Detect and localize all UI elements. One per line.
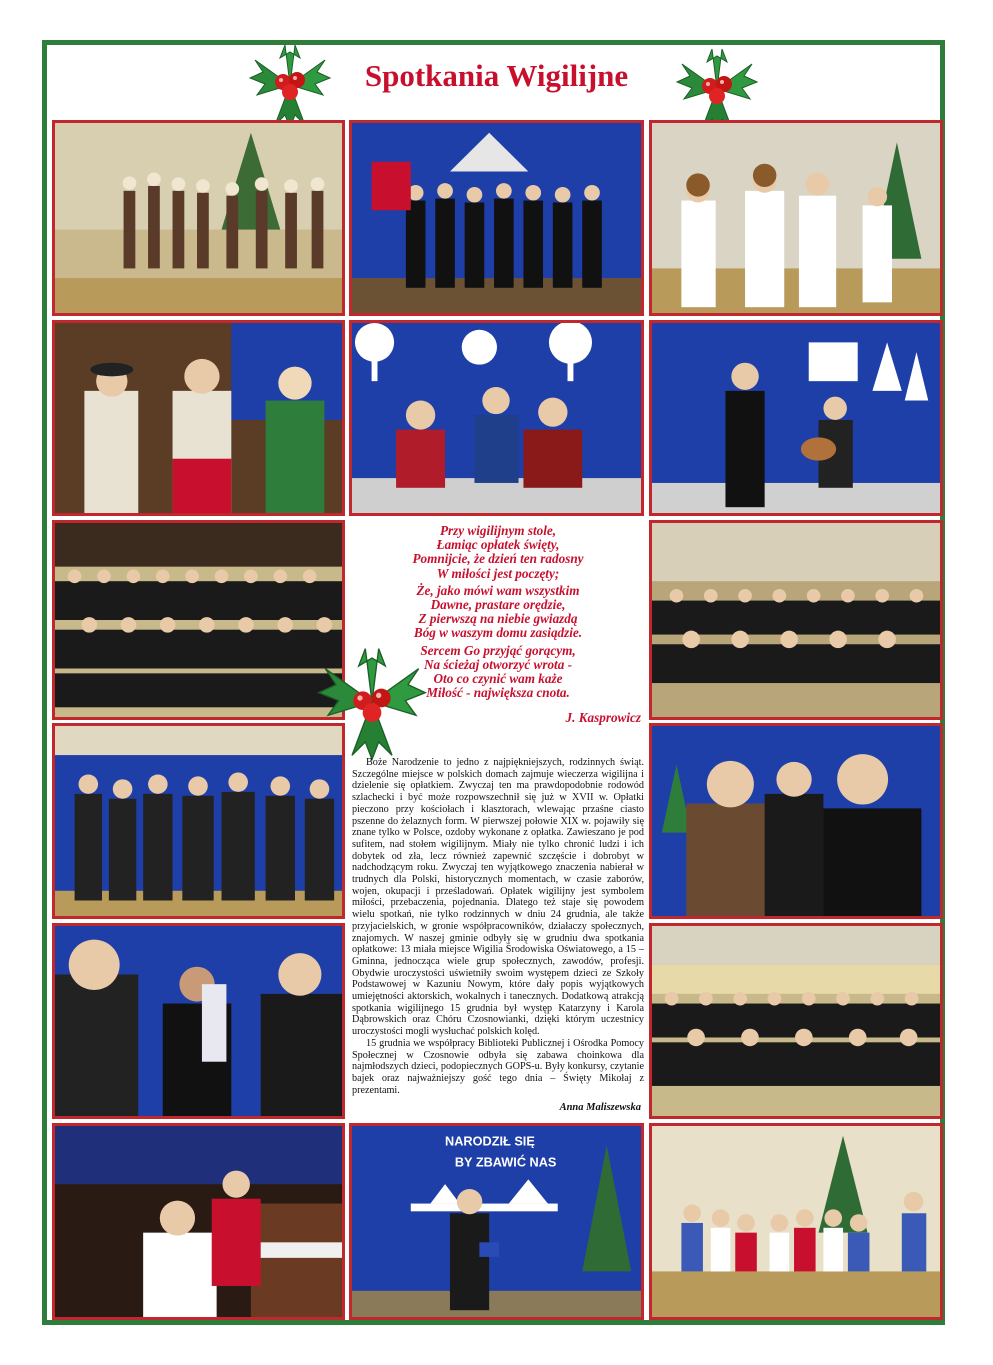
poem-line: Na ścieżaj otworzyć wrota - — [424, 656, 572, 672]
article-body — [352, 757, 644, 1096]
poem-line: Miłość - największa cnota. — [426, 685, 570, 701]
poem-line: W miłości jest poczęty; — [436, 565, 560, 581]
page-title: Spotkania Wigilijne — [364, 58, 629, 93]
photo-audience-left — [52, 520, 345, 720]
photo-audience-right — [649, 520, 943, 720]
poem-line: Pomnijcie, że dzień ten radosny — [412, 551, 584, 567]
poem-line: Łamiąc opłatek święty, — [436, 537, 560, 553]
poem-author: J. Kasprowicz — [565, 710, 641, 725]
photo-three-kings — [349, 320, 644, 516]
poem-line: Bóg w waszym domu zasiądzie. — [413, 625, 583, 641]
poem-line: Przy wigilijnym stole, — [439, 523, 557, 538]
photo-singer-guitarist — [649, 320, 943, 516]
photo-angels — [649, 120, 943, 316]
photo-gathering-seated — [649, 923, 943, 1119]
photo-choir-singing — [349, 120, 644, 316]
photo-children-nativity-play — [52, 120, 345, 316]
photo-greeting-handshake — [52, 923, 345, 1119]
poem-line: Że, jako mówi wam wszystkim — [416, 582, 580, 598]
poem-line: Sercem Go przyjąć gorącym, — [420, 642, 576, 658]
photo-children-christmas-party — [649, 1123, 943, 1320]
photo-boy-piano — [52, 1123, 345, 1320]
photo-speaker-banner — [349, 1123, 644, 1320]
poem-stanza — [352, 584, 644, 641]
poem-line: Z pierwszą na niebie gwiazdą — [418, 611, 578, 627]
article-author: Anna Maliszewska — [559, 1102, 641, 1113]
photo-child-singing-microphone — [52, 320, 345, 516]
article-paragraph: 15 grudnia we współpracy Biblioteki Publicznej i Ośrodka Pomocy Społecznej w Czosnowie odbyła się zabawa choinkowa dla najmłodszych dzieci, podopiecznych GOPS-u. Były konkursy, czytanie bajek oraz najważniejszy gość tego dnia – Święty Mikołaj z prezentami. — [352, 1037, 644, 1096]
poem-line: Oto co czynić wam każe — [433, 671, 563, 687]
banner-right-text: BY ZBAWIĆ NAS — [454, 1155, 557, 1170]
poem-line: Dawne, prastare orędzie, — [430, 597, 566, 613]
poem-stanza — [352, 524, 644, 581]
banner-left-text: NARODZIŁ SIĘ — [445, 1134, 535, 1149]
photo-officials-standing — [52, 723, 345, 919]
photo-sharing-wafer-priests — [649, 723, 943, 919]
article-paragraph: Boże Narodzenie to jedno z najpiękniejszych, rodzinnych świąt. Szczególne miejsce w polskich domach zajmuje wieczerza wigilijna i dzielenie się opłatkiem. Zwyczaj ten ma prawdopodobnie rodowód szlachecki i być może rozpowszechnił się już w XVII w. Opłatki pieczono przy kościołach i klasztorach, wlewając przaśne ciasto pszenne do żelaznych form. W pierwszej połowie XIX w. pojawiły się znane tylko w Polsce, ozdoby wykonane z opłatka. Zawieszano je pod sufitem, nad stołem wigilijnym. Miały nie tylko chronić ludzi i ich dobytek od zła, lecz również zapewnić szczęście i dobrobyt w nadchodzącym roku. Zwyczaj ten wyjątkowego znaczenia nabierał w trudnych dla Polski, historycznych momentach, w czasie zaborów, wojen, okupacji i prześladowań. Opłatek wigilijny jest symbolem miłości, przebaczenia, pojednania. Dlatego też staje się powodem wielu spotkań, nie tylko rodzinnych w dniu 24 grudnia, ale także przyjacielskich, w gronie współpracowników, działaczy społecznych, znajomych. W naszej gminie odbyły się w grudniu dwa spotkania opłatkowe: 13 miała miejsce Wigilia Środowiska Oświatowego, a 15 – Gminna, jednocząca wiele grup społecznych, zawodów, profesji. Obydwie uroczystości uświetniły swoim występem dzieci ze Szkoły Podstawowej w Kazuniu Nowym, które dały popis wyjątkowych umiejętności aktorskich, wokalnych i tanecznych. Dodatkową atrakcją spotkania wigilijnego 15 grudnia był występ Katarzyny i Karola Dąbrowskich oraz Chóru Czosnowianki, dzięki którym uczestnicy uroczystości mogli wysłuchać polskich kolęd. — [352, 757, 644, 1038]
